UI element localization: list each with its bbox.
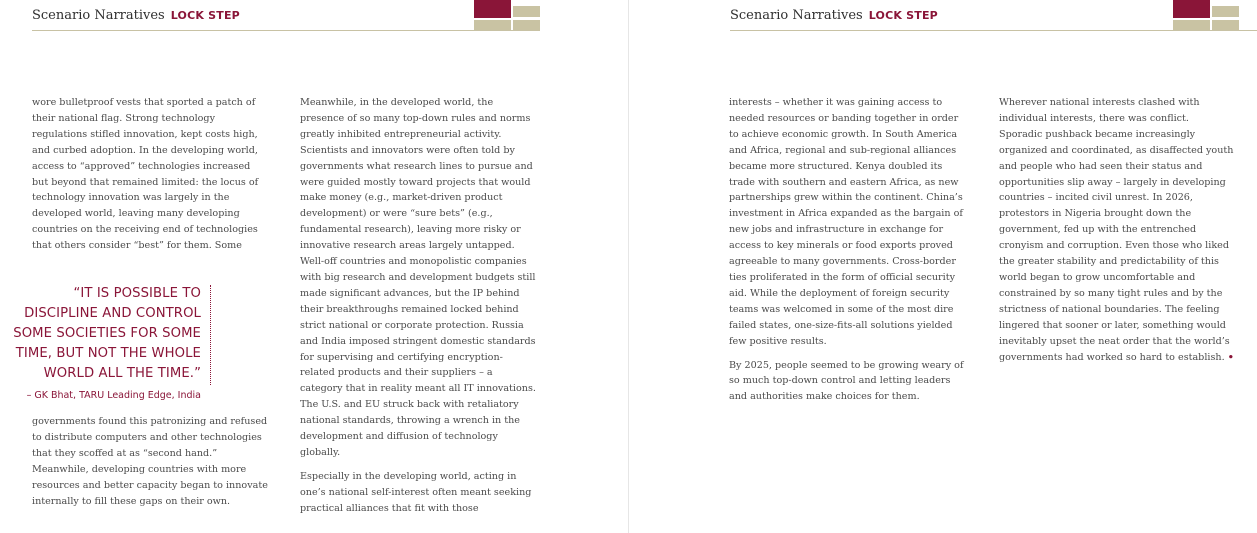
- section-label: LOCK STEP: [868, 9, 938, 22]
- right-column-one: [729, 95, 965, 413]
- section-label: LOCK STEP: [170, 9, 240, 22]
- pull-quote-text: “IT IS POSSIBLE TO DISCIPLINE AND CONTROL SOME SOCIETIES FOR SOME TIME, BUT NOT THE WHOLE WORLD ALL THE TIME.”: [13, 286, 201, 381]
- paragraph-text: Wherever national interests clashed with individual interests, there was conflict. Sporadic pushback became increasingly organized and coordinated, as disaffected youth and people who had seen their status and opportunities slip away – largely in developing countries – incited civil unrest. In 2026, protestors in Nigeria brought down the government, fed up with the entrenched cronyism and corruption. Even those who liked the greater stability and predictability of this world began to grow uncomfortable and constrained by so many tight rules and by the strictness of national boundaries. The feeling lingered that sooner or later, something would inevitably upset the neat order that the world’s governments had worked so hard to establish.: [999, 97, 1234, 363]
- right-column-two: [999, 95, 1235, 373]
- header-title: [730, 8, 938, 23]
- paragraph: [999, 95, 1235, 365]
- tan-block: [513, 6, 540, 17]
- tan-block: [1212, 20, 1239, 30]
- tan-block: [513, 20, 540, 30]
- left-page: [0, 0, 628, 533]
- pull-quote-rule: [210, 285, 211, 385]
- paragraph: Especially in the developing world, acting in one’s national self-interest often meant seeking practical alliances that fit with those: [300, 470, 532, 514]
- left-column-top: [32, 95, 268, 262]
- right-page: [629, 0, 1257, 533]
- paragraph: wore bulletproof vests that sported a patch of their national flag. Strong technology regulations stifled innovation, kept costs high, and curbed adoption. In the developing world, access to “approved” technologies increased but beyond that remained limited: the locus of technology innovation was largely in the developed world, leaving many developing countries on the receiving end of technologies that others consider “best” for them. Some: [32, 97, 259, 252]
- paragraph: By 2025, people seemed to be growing weary of so much top-down control and letting leaders and authorities make choices for them.: [729, 359, 964, 403]
- tan-block: [1212, 6, 1239, 17]
- tan-block: [474, 20, 511, 30]
- left-column-bottom: [32, 414, 268, 517]
- header-title: [32, 8, 240, 23]
- pull-quote: [0, 284, 201, 401]
- accent-block: [474, 0, 511, 18]
- paragraph: Meanwhile, in the developed world, the presence of so many top-down rules and norms greatly inhibited entrepreneurial activity. Scientists and innovators were often told by governments what research lines to pursue and were guided mostly toward projects that would make money (e.g., market-driven product development) or were “sure bets” (e.g., fundamental research), leaving more risky or innovative research areas largely untapped. Well-off countries and monopolistic companies with big research and development budgets still made significant advances, but the IP behind their breakthroughs remained locked behind strict national or corporate protection. Russia and India imposed stringent domestic standards for supervising and certifying encryption-related products and their suppliers – a category that in reality meant all IT innovations. The U.S. and EU struck back with retaliatory national standards, throwing a wrench in the development and diffusion of technology globally.: [300, 97, 536, 458]
- pull-quote-attribution: – GK Bhat, TARU Leading Edge, India: [26, 390, 201, 401]
- end-mark: •: [1227, 351, 1234, 363]
- paragraph: governments found this patronizing and refused to distribute computers and other technologies that they scoffed at as “second hand.” Meanwhile, developing countries with more resources and better capacity began to innovate internally to fill these gaps on their own.: [32, 416, 268, 507]
- header-title-text: Scenario Narratives: [730, 8, 863, 23]
- tan-block: [1173, 20, 1210, 30]
- header-rule: [730, 30, 1257, 31]
- left-column-two: [300, 95, 536, 525]
- header-rule: [32, 30, 540, 31]
- paragraph: interests – whether it was gaining access to needed resources or banding together in order to achieve economic growth. In South America and Africa, regional and sub-regional alliances became more structured. Kenya doubled its trade with southern and eastern Africa, as new partnerships grew within the continent. China’s investment in Africa expanded as the bargain of new jobs and infrastructure in exchange for access to key minerals or food exports proved agreeable to many governments. Cross-border ties proliferated in the form of official security aid. While the deployment of foreign security teams was welcomed in some of the most dire failed states, one-size-fits-all solutions yielded few positive results.: [729, 97, 963, 347]
- header-title-text: Scenario Narratives: [32, 8, 165, 23]
- accent-block: [1173, 0, 1210, 18]
